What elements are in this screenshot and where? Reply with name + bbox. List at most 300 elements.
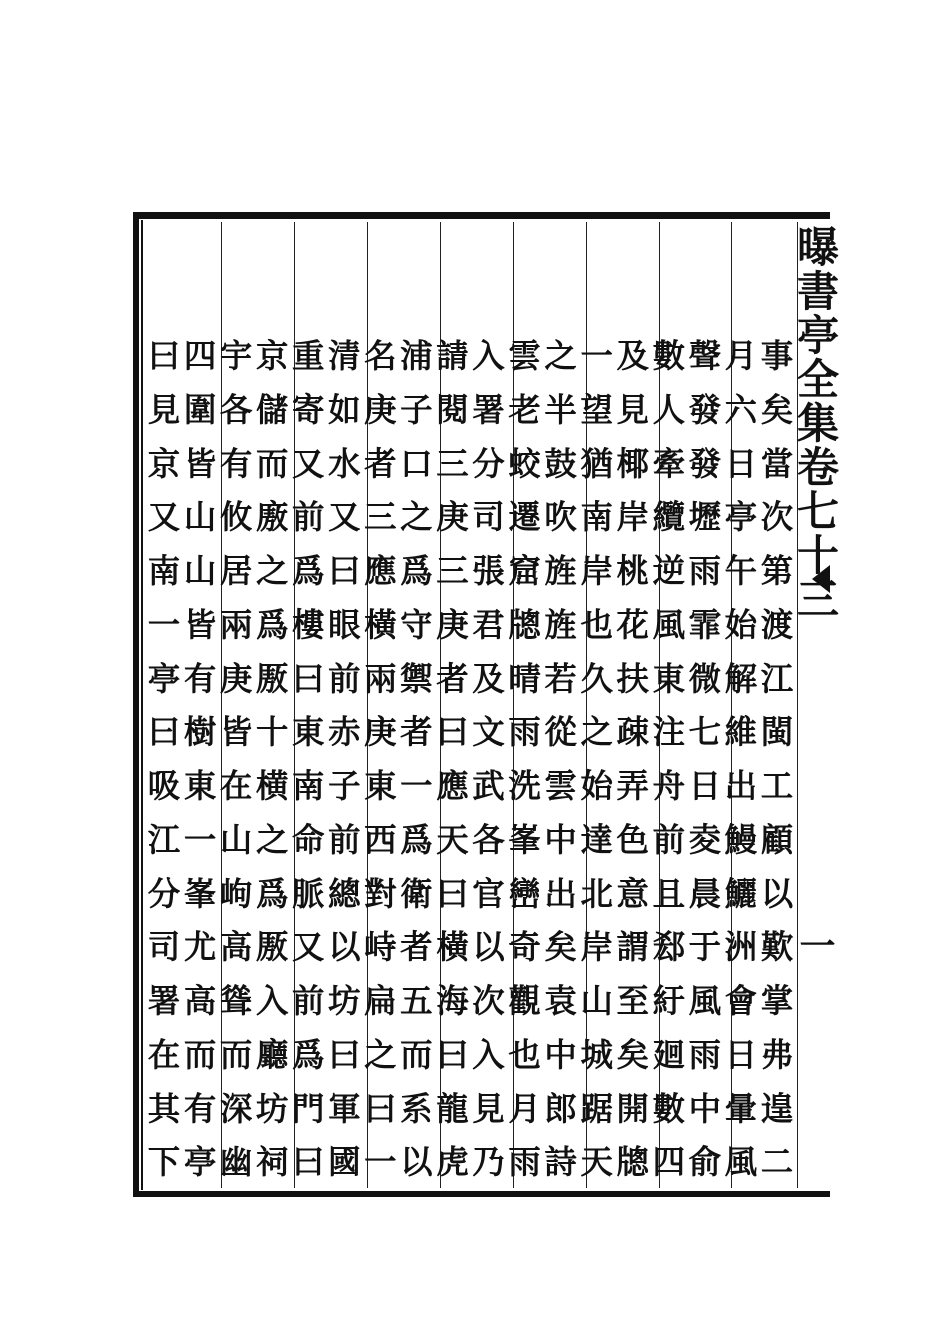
glyph: 又: [147, 498, 181, 537]
glyph: 皆: [183, 605, 217, 644]
glyph: 口: [400, 444, 433, 483]
glyph: 厫: [255, 659, 289, 698]
glyph: 聲: [688, 337, 722, 375]
glyph: 峙: [364, 928, 397, 967]
glyph: 雨: [508, 713, 541, 752]
glyph: 兩: [219, 605, 253, 644]
glyph: 又: [292, 928, 325, 967]
glyph: 而: [400, 1035, 433, 1074]
glyph: 俞: [688, 1143, 722, 1182]
glyph: 風: [652, 605, 686, 644]
glyph: 廻: [652, 1035, 686, 1074]
glyph: 名: [364, 337, 397, 375]
glyph: 子: [328, 767, 361, 805]
text-column: [471, 330, 507, 1190]
glyph: 之: [364, 1035, 397, 1074]
glyph: 入: [255, 982, 289, 1020]
glyph: 郎: [544, 1089, 577, 1128]
glyph: 出: [544, 874, 577, 913]
glyph: 坊: [255, 1089, 289, 1128]
glyph: 一: [364, 1143, 397, 1182]
glyph: 發: [688, 444, 722, 483]
glyph: 夌: [688, 820, 722, 859]
glyph: 中: [544, 820, 577, 859]
glyph: 午: [724, 552, 758, 590]
glyph: 龍: [436, 1089, 469, 1128]
glyph: 國: [328, 1143, 361, 1182]
glyph: 月: [508, 1089, 541, 1128]
glyph: 聳: [219, 982, 253, 1020]
glyph: 晨: [688, 874, 722, 913]
glyph: 三: [436, 444, 469, 483]
glyph: 眼: [328, 605, 361, 644]
glyph: 庚: [436, 605, 469, 644]
glyph: 又: [292, 444, 325, 483]
glyph: 意: [616, 874, 649, 913]
glyph: 乃: [472, 1143, 505, 1182]
glyph: 高: [219, 928, 253, 967]
glyph: 清: [328, 337, 361, 375]
glyph: 弄: [616, 767, 649, 805]
glyph: 亭: [147, 659, 181, 698]
text-column: [507, 330, 543, 1190]
glyph: 天: [580, 1143, 613, 1182]
glyph: 若: [544, 659, 577, 698]
glyph: 前: [292, 498, 325, 537]
text-column: [723, 330, 759, 1190]
text-column: [615, 330, 651, 1190]
glyph: 數: [652, 337, 686, 375]
glyph: 山: [183, 552, 217, 590]
glyph: 踞: [580, 1089, 613, 1128]
text-column: [326, 330, 362, 1190]
glyph: 皆: [219, 713, 253, 752]
glyph: 爲: [292, 1035, 325, 1074]
glyph: 曰: [292, 659, 325, 698]
glyph: 洗: [508, 767, 541, 805]
glyph: 岣: [219, 874, 253, 913]
glyph: 亭: [724, 498, 758, 537]
glyph: 而: [219, 1035, 253, 1074]
glyph: 東: [292, 713, 325, 752]
fishtail-mark: [812, 565, 830, 593]
text-column: [218, 330, 254, 1190]
glyph: 守: [400, 605, 433, 644]
glyph: 纜: [652, 498, 686, 537]
glyph: 會: [724, 982, 758, 1020]
glyph: 峯: [183, 874, 217, 913]
inner-border-rule: [141, 220, 143, 1190]
glyph: 官: [472, 874, 505, 913]
glyph: 岸: [616, 498, 649, 537]
glyph: 見: [472, 1089, 505, 1128]
glyph: 兩: [364, 659, 397, 698]
glyph: 雨: [688, 552, 722, 590]
glyph: 門: [292, 1089, 325, 1128]
glyph: 壢: [688, 498, 722, 537]
glyph: 謂: [616, 928, 649, 967]
glyph: 下: [147, 1143, 181, 1182]
glyph: 總: [328, 874, 361, 913]
glyph: 曰: [436, 874, 469, 913]
glyph: 入: [472, 1035, 505, 1074]
glyph: 峯: [508, 820, 541, 859]
glyph: 江: [760, 659, 794, 698]
glyph: 北: [580, 874, 613, 913]
glyph: 日: [688, 767, 722, 805]
glyph: 各: [472, 820, 505, 859]
glyph: 解: [724, 659, 758, 698]
glyph: 深: [219, 1089, 253, 1128]
glyph: 逆: [652, 552, 686, 590]
glyph: 西: [364, 820, 397, 859]
glyph: 庚: [364, 390, 397, 429]
glyph: 武: [472, 767, 505, 805]
glyph: 顧: [760, 820, 794, 859]
glyph: 東: [652, 659, 686, 698]
glyph: 海: [436, 982, 469, 1020]
glyph: 爲: [255, 605, 289, 644]
glyph: 始: [580, 767, 613, 805]
glyph: 見: [147, 390, 181, 429]
glyph: 之: [255, 552, 289, 590]
glyph: 圍: [183, 390, 217, 429]
text-column: [434, 330, 470, 1190]
glyph: 窟: [508, 552, 541, 590]
glyph: 子: [400, 390, 433, 429]
glyph: 而: [255, 444, 289, 483]
glyph: 二: [760, 1143, 794, 1182]
glyph: 半: [544, 390, 577, 429]
glyph: 猶: [580, 444, 613, 483]
glyph: 吸: [147, 767, 181, 805]
glyph: 也: [580, 605, 613, 644]
glyph: 水: [328, 444, 361, 483]
text-column: [543, 330, 579, 1190]
glyph: 署: [472, 390, 505, 429]
glyph: 前: [328, 659, 361, 698]
glyph: 曰: [147, 337, 181, 375]
glyph: 祠: [255, 1143, 289, 1182]
glyph: 歎: [760, 928, 794, 967]
glyph: 工: [760, 767, 794, 805]
glyph: 曰: [328, 552, 361, 590]
glyph: 者: [364, 444, 397, 483]
glyph: 廳: [255, 1035, 289, 1074]
text-column: [290, 330, 326, 1190]
glyph: 三: [436, 552, 469, 590]
glyph: 掌: [760, 982, 794, 1020]
glyph: 及: [472, 659, 505, 698]
text-column: [687, 330, 723, 1190]
glyph: 亭: [183, 1143, 217, 1182]
glyph: 其: [147, 1089, 181, 1128]
glyph: 觀: [508, 982, 541, 1020]
glyph: 重: [292, 337, 325, 375]
glyph: 風: [688, 982, 722, 1020]
glyph: 始: [724, 605, 758, 644]
glyph: 洲: [724, 928, 758, 967]
glyph: 三: [364, 498, 397, 537]
glyph: 前: [652, 820, 686, 859]
glyph: 發: [688, 390, 722, 429]
glyph: 鱺: [724, 874, 758, 913]
glyph: 前: [292, 982, 325, 1020]
glyph: 曰: [436, 713, 469, 752]
glyph: 赤: [328, 713, 361, 752]
glyph: 渡: [760, 605, 794, 644]
glyph: 中: [544, 1035, 577, 1074]
glyph: 司: [472, 498, 505, 537]
glyph: 椰: [616, 444, 649, 483]
glyph: 曰: [292, 1143, 325, 1182]
glyph: 幽: [219, 1143, 253, 1182]
glyph: 以: [328, 928, 361, 967]
glyph: 坊: [328, 982, 361, 1020]
glyph: 紆: [652, 982, 686, 1020]
text-column: [398, 330, 434, 1190]
glyph: 又: [328, 498, 361, 537]
glyph: 寄: [292, 390, 325, 429]
glyph: 請: [436, 337, 469, 375]
glyph: 居: [219, 552, 253, 590]
glyph: 且: [652, 874, 686, 913]
glyph: 雲: [544, 767, 577, 805]
center-column: [791, 225, 840, 1185]
glyph: 至: [616, 982, 649, 1020]
glyph: 扁: [364, 982, 397, 1020]
glyph: 當: [760, 444, 794, 483]
glyph: 虎: [436, 1143, 469, 1182]
glyph: 軍: [328, 1089, 361, 1128]
glyph: 桃: [616, 552, 649, 590]
glyph: 花: [616, 605, 649, 644]
glyph: 矣: [544, 928, 577, 967]
glyph: 六: [724, 390, 758, 429]
glyph: 司: [147, 928, 181, 967]
glyph: 弗: [760, 1035, 794, 1074]
glyph: 數: [652, 1089, 686, 1128]
glyph: 望: [580, 390, 613, 429]
glyph: 天: [436, 820, 469, 859]
glyph: 一: [580, 337, 613, 375]
glyph: 尤: [183, 928, 217, 967]
glyph: 見: [616, 390, 649, 429]
glyph: 者: [400, 928, 433, 967]
glyph: 久: [580, 659, 613, 698]
glyph: 暈: [724, 1089, 758, 1128]
glyph: 岸: [580, 928, 613, 967]
glyph: 城: [580, 1035, 613, 1074]
glyph: 分: [472, 444, 505, 483]
glyph: 于: [688, 928, 722, 967]
glyph: 蛟: [508, 444, 541, 483]
glyph: 前: [328, 820, 361, 859]
glyph: 東: [183, 767, 217, 805]
glyph: 十: [255, 713, 289, 752]
glyph: 山: [219, 820, 253, 859]
glyph: 君: [472, 605, 505, 644]
glyph: 出: [724, 767, 758, 805]
glyph: 第: [760, 552, 794, 590]
glyph: 牕: [508, 605, 541, 644]
glyph: 霏: [688, 605, 722, 644]
glyph: 爲: [255, 874, 289, 913]
glyph: 一: [400, 767, 433, 805]
glyph: 分: [147, 874, 181, 913]
glyph: 而: [183, 1035, 217, 1074]
glyph: 庚: [436, 498, 469, 537]
glyph: 廒: [255, 498, 289, 537]
glyph: 矣: [760, 390, 794, 429]
glyph: 爲: [400, 552, 433, 590]
glyph: 浦: [400, 337, 433, 375]
glyph: 閱: [436, 390, 469, 429]
glyph: 文: [472, 713, 505, 752]
glyph: 岸: [580, 552, 613, 590]
glyph: 鼓: [544, 444, 577, 483]
glyph: 爲: [400, 820, 433, 859]
glyph: 者: [436, 659, 469, 698]
text-column: [254, 330, 290, 1190]
glyph: 吹: [544, 498, 577, 537]
text-column: [579, 330, 615, 1190]
glyph: 之: [400, 498, 433, 537]
glyph: 應: [436, 767, 469, 805]
glyph: 疎: [616, 713, 649, 752]
glyph: 橫: [436, 928, 469, 967]
glyph: 庚: [219, 659, 253, 698]
glyph: 者: [400, 713, 433, 752]
page-number: 一: [794, 927, 836, 963]
text-column: [362, 330, 398, 1190]
glyph: 老: [508, 390, 541, 429]
glyph: 一: [183, 820, 217, 859]
glyph: 牕: [616, 1143, 649, 1182]
glyph: 晴: [508, 659, 541, 698]
glyph: 應: [364, 552, 397, 590]
glyph: 四: [652, 1143, 686, 1182]
text-column: [651, 330, 687, 1190]
glyph: 南: [147, 552, 181, 590]
glyph: 雨: [508, 1143, 541, 1182]
glyph: 高: [183, 982, 217, 1020]
glyph: 矣: [616, 1035, 649, 1074]
text-column: [146, 330, 182, 1190]
glyph: 衛: [400, 874, 433, 913]
glyph: 七: [688, 713, 722, 752]
glyph: 四: [183, 337, 217, 375]
glyph: 曰: [436, 1035, 469, 1074]
glyph: 日: [724, 1035, 758, 1074]
glyph: 以: [760, 874, 794, 913]
glyph: 山: [183, 498, 217, 537]
glyph: 也: [508, 1035, 541, 1074]
glyph: 在: [147, 1035, 181, 1074]
glyph: 曰: [147, 713, 181, 752]
glyph: 皆: [183, 444, 217, 483]
glyph: 以: [472, 928, 505, 967]
glyph: 風: [724, 1143, 758, 1182]
glyph: 儲: [255, 390, 289, 429]
glyph: 江: [147, 820, 181, 859]
glyph: 署: [147, 982, 181, 1020]
glyph: 維: [724, 713, 758, 752]
glyph: 庚: [364, 713, 397, 752]
glyph: 京: [147, 444, 181, 483]
glyph: 有: [183, 659, 217, 698]
glyph: 袁: [544, 982, 577, 1020]
glyph: 山: [580, 982, 613, 1020]
glyph: 色: [616, 820, 649, 859]
glyph: 從: [544, 713, 577, 752]
glyph: 有: [219, 444, 253, 483]
glyph: 入: [472, 337, 505, 375]
glyph: 郄: [652, 928, 686, 967]
glyph: 禦: [400, 659, 433, 698]
glyph: 之: [544, 337, 577, 375]
glyph: 之: [580, 713, 613, 752]
glyph: 及: [616, 337, 649, 375]
glyph: 樹: [183, 713, 217, 752]
glyph: 攸: [219, 498, 253, 537]
glyph: 有: [183, 1089, 217, 1128]
glyph: 日: [724, 444, 758, 483]
glyph: 厫: [255, 928, 289, 967]
glyph: 旌: [544, 605, 577, 644]
glyph: 牽: [652, 444, 686, 483]
glyph: 京: [255, 337, 289, 375]
text-column: [182, 330, 218, 1190]
glyph: 南: [580, 498, 613, 537]
glyph: 遑: [760, 1089, 794, 1128]
glyph: 各: [219, 390, 253, 429]
glyph: 旌: [544, 552, 577, 590]
glyph: 命: [292, 820, 325, 859]
glyph: 微: [688, 659, 722, 698]
glyph: 達: [580, 820, 613, 859]
glyph: 東: [364, 767, 397, 805]
book-title: 曝書亭全集卷七十三: [791, 225, 840, 621]
glyph: 爲: [292, 552, 325, 590]
glyph: 中: [688, 1089, 722, 1128]
glyph: 五: [400, 982, 433, 1020]
glyph: 次: [760, 498, 794, 537]
glyph: 人: [652, 390, 686, 429]
glyph: 之: [255, 820, 289, 859]
glyph: 宇: [219, 337, 253, 375]
glyph: 如: [328, 390, 361, 429]
glyph: 舟: [652, 767, 686, 805]
glyph: 以: [400, 1143, 433, 1182]
glyph: 注: [652, 713, 686, 752]
glyph: 遷: [508, 498, 541, 537]
glyph: 對: [364, 874, 397, 913]
glyph: 鰻: [724, 820, 758, 859]
glyph: 雨: [688, 1035, 722, 1074]
glyph: 曰: [328, 1035, 361, 1074]
glyph: 扶: [616, 659, 649, 698]
glyph: 月: [724, 337, 758, 375]
glyph: 開: [616, 1089, 649, 1128]
glyph: 系: [400, 1089, 433, 1128]
glyph: 次: [472, 982, 505, 1020]
glyph: 南: [292, 767, 325, 805]
glyph: 雲: [508, 337, 541, 375]
glyph: 巒: [508, 874, 541, 913]
glyph: 脈: [292, 874, 325, 913]
glyph: 横: [255, 767, 289, 805]
